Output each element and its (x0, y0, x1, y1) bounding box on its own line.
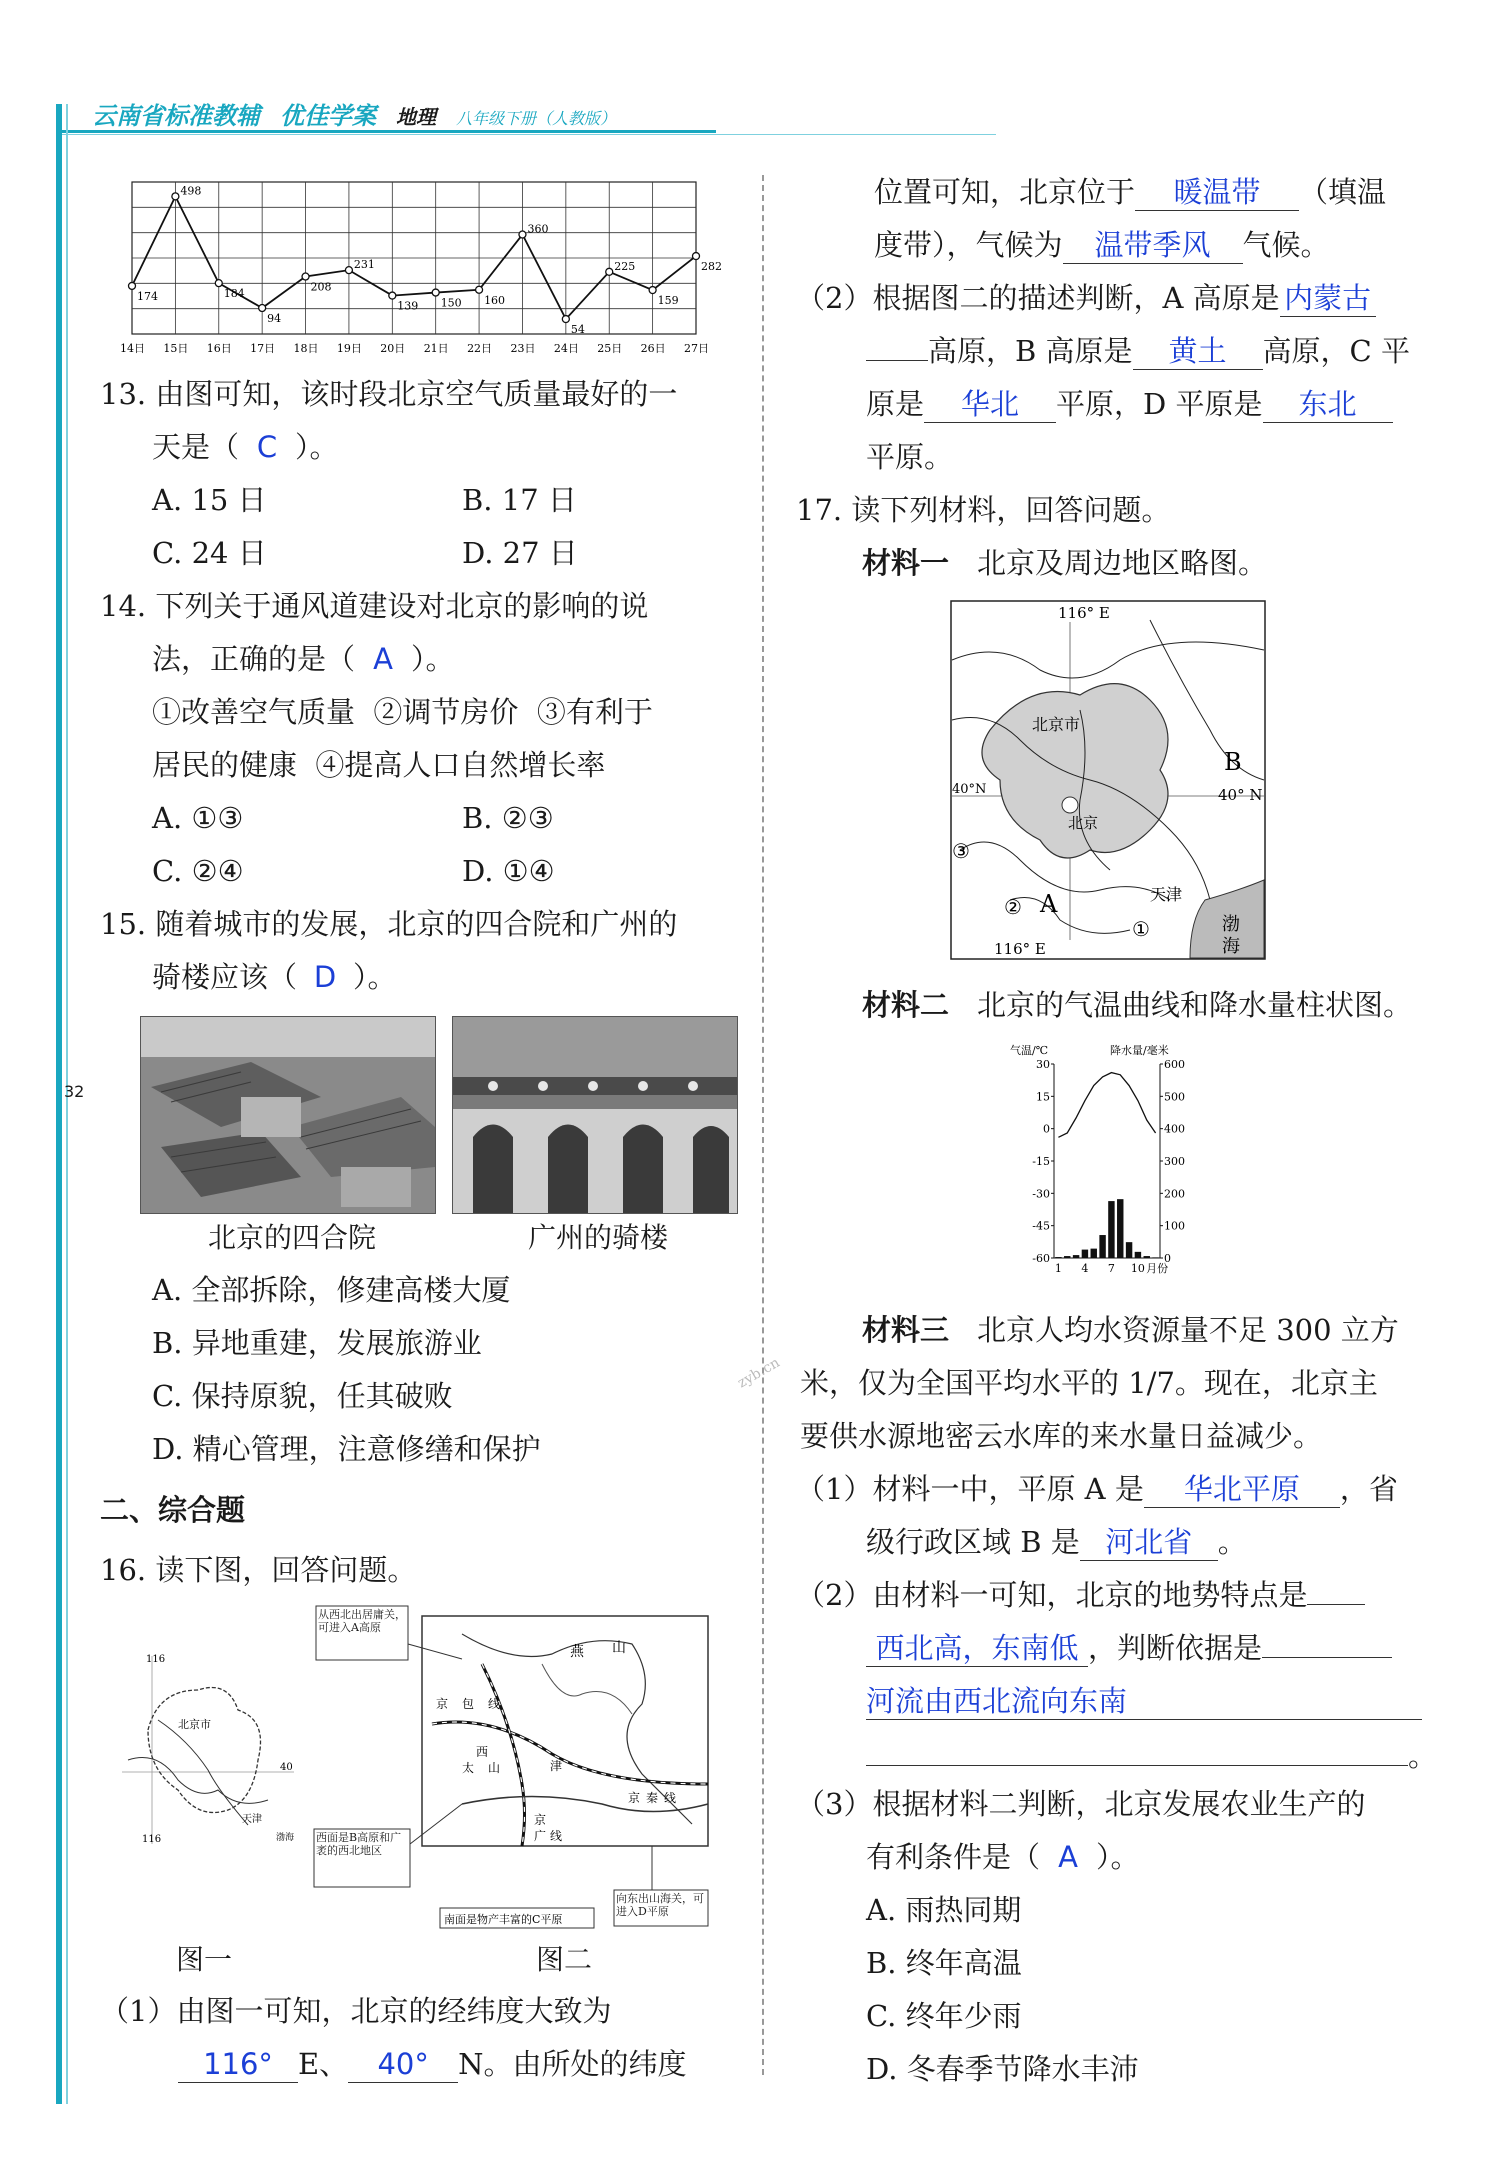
climate-temp-tick: -45 (1032, 1219, 1050, 1233)
chart-data-label: 159 (657, 294, 679, 308)
chart-point (649, 287, 656, 294)
chart-point (215, 280, 222, 287)
climate-month-unit: 月份 (1146, 1262, 1169, 1275)
chart-data-label: 94 (267, 312, 282, 326)
chart-x-tick: 22日 (467, 342, 493, 355)
q13-stem-post: ）。 (295, 430, 339, 464)
q14-answer: A (373, 642, 393, 676)
chart-data-label: 282 (701, 260, 722, 274)
map-lat-left: 40°N (952, 782, 987, 797)
q17-p1-line2 (866, 1516, 1247, 1569)
chart-x-tick: 17日 (250, 342, 276, 355)
climate-month-tick: 10 (1130, 1262, 1145, 1275)
map-beijing-label: 北京 (1068, 814, 1099, 832)
chart-point (476, 286, 483, 293)
climate-temp-axis-label: 气温/℃ (1010, 1044, 1049, 1057)
q17-material1 (862, 537, 1267, 590)
q17-p2-line1-text: （2）由材料一可知，北京的地势特点是 (796, 1578, 1308, 1612)
header-title (92, 96, 616, 131)
q16-p1-answer-lon: 116° (178, 2046, 298, 2083)
map-river-1: ① (1132, 917, 1150, 941)
q17-beijing-map (950, 600, 1266, 960)
q16-p1-answer-climate: 温带季风 (1063, 227, 1243, 264)
q16-p1-line4-post: 气候。 (1242, 228, 1330, 262)
q15-option-d: D. 精心管理，注意修缮和保护 (152, 1432, 541, 1466)
map-sea-label-2: 海 (1222, 936, 1240, 957)
q17-p3-line2-pre: 有利条件是（ (866, 1840, 1041, 1874)
fig2-label-yan: 燕 (570, 1644, 584, 1660)
chart-point (302, 273, 309, 280)
photo1-caption: 北京的四合院 (208, 1221, 377, 1254)
fig2-label-shan1: 山 (612, 1640, 626, 1656)
margin-strip-inner (66, 104, 68, 2104)
q17-p2-blank-tail (1307, 1604, 1365, 1605)
fig2-label-xian3: 线 (664, 1791, 677, 1805)
q16-p1-answer-zone: 暖温带 (1135, 174, 1299, 211)
q13-option-b: B. 17 日 (462, 483, 577, 517)
fig2-label-xian1: 线 (488, 1697, 501, 1711)
q16-figure1-map (118, 1650, 296, 1850)
q17-p2-answer-terrain: 西北高，东南低 (866, 1630, 1088, 1667)
climate-precip-bar (1099, 1235, 1105, 1258)
q17-climate-chart (1010, 1040, 1210, 1290)
climate-precip-bar (1117, 1199, 1123, 1258)
chart-point (519, 231, 526, 238)
climate-precip-bar (1082, 1250, 1088, 1258)
chart-x-tick: 26日 (640, 342, 666, 355)
q17-p1-line1-pre: （1）材料一中，平原 A 是 (796, 1472, 1144, 1506)
fig1-lon-bottom: 116 (142, 1834, 162, 1845)
q17-p2-end: 。 (1408, 1739, 1438, 1773)
chart-data-label: 184 (223, 287, 245, 301)
q17-option-c: C. 终年少雨 (866, 1999, 1022, 2033)
q16-p2-line3-pre: 原是 (866, 387, 925, 421)
chart-point (432, 289, 439, 296)
q17-m3-line1: 北京人均水资源量不足 300 立方 (977, 1313, 1399, 1347)
q14-items-line2: 居民的健康 ④提高人口自然增长率 (152, 748, 606, 782)
q17-stem: 17. 读下列材料，回答问题。 (796, 493, 1171, 527)
chart-x-tick: 18日 (293, 342, 319, 355)
climate-precip-bar (1091, 1249, 1097, 1258)
chart-x-tick: 21日 (423, 342, 449, 355)
fig1-lon-top: 116 (146, 1654, 166, 1665)
climate-precip-axis-label: 降水量/毫米 (1110, 1044, 1169, 1057)
q17-p2-line4 (866, 1730, 1437, 1783)
fig2-label-jing3: 京 (628, 1791, 641, 1805)
q14-option-d: D. ①④ (462, 854, 555, 888)
chart-x-tick: 19日 (336, 342, 362, 355)
chart-x-tick: 14日 (120, 342, 145, 355)
fig2-label-jing2: 京 (534, 1813, 547, 1827)
map-lon-bottom: 116° E (994, 940, 1046, 958)
q15-stem-pre: 骑楼应该（ (152, 960, 298, 994)
q17-option-d: D. 冬春季节降水丰沛 (866, 2052, 1139, 2086)
q16-p2-line3 (866, 378, 1393, 431)
chart-x-tick: 23日 (510, 342, 536, 355)
map-lat-right: 40° N (1218, 786, 1263, 804)
q13-option-a: A. 15 日 (152, 483, 267, 517)
chart-point (345, 267, 352, 274)
q16-p2-answer-a: 内蒙古 (1280, 280, 1376, 317)
fig2-label-qin: 秦 (646, 1791, 659, 1805)
q16-p2-answer-b: 黄土 (1133, 333, 1263, 370)
q16-p1-line4 (874, 219, 1330, 272)
q16-p1-line3-post: （填温 (1299, 175, 1387, 209)
chart-point (693, 253, 700, 260)
climate-precip-tick: 100 (1164, 1219, 1185, 1233)
header-rule (56, 130, 716, 133)
q17-p2-blank-extra (866, 1765, 1408, 1766)
chart-data-label: 208 (310, 280, 332, 294)
q17-m2-label: 材料二 (862, 988, 950, 1022)
chart-x-tick: 20日 (380, 342, 406, 355)
chart-point (259, 305, 266, 312)
q17-p3-line1: （3）根据材料二判断，北京发展农业生产的 (796, 1787, 1366, 1821)
fig2-label-tai: 太 (462, 1761, 475, 1775)
q17-p1-line1-post: ，省 (1339, 1472, 1398, 1506)
q15-option-a: A. 全部拆除，修建高楼大厦 (152, 1273, 511, 1307)
q13-option-c: C. 24 日 (152, 536, 267, 570)
chart-point (562, 316, 569, 323)
q16-p2-line1 (796, 272, 1376, 325)
q13-stem-line1: 13. 由图可知，该时段北京空气质量最好的一 (100, 377, 678, 411)
q17-p3-answer: A (1058, 1840, 1078, 1874)
chart-data-label: 139 (397, 299, 419, 313)
q13-stem-line2 (152, 421, 339, 474)
chart-data-label: 360 (527, 222, 549, 236)
q17-p3-line2 (866, 1831, 1140, 1884)
q15-answer: D (313, 960, 337, 994)
fig2-note-a: 从西北出居庸关，可进入A高原 (318, 1608, 406, 1634)
q14-stem-pre: 法，正确的是（ (152, 642, 356, 676)
map-city-label: 北京市 (1032, 715, 1081, 734)
q16-p2-line2-mid: 高原，B 高原是 (928, 334, 1133, 368)
siheyuan-photo (140, 1016, 436, 1214)
climate-precip-bar (1152, 1257, 1158, 1258)
chart-point (389, 292, 396, 299)
q17-m3-label: 材料三 (862, 1313, 950, 1347)
q15-option-b: B. 异地重建，发展旅游业 (152, 1326, 482, 1360)
q14-option-c: C. ②④ (152, 854, 244, 888)
climate-precip-tick: 600 (1164, 1058, 1185, 1071)
q17-p2-answer-basis: 河流由西北流向东南 (866, 1683, 1422, 1720)
q16-p1-line4-pre: 度带），气候为 (874, 228, 1063, 262)
header-rule-thin (56, 134, 996, 135)
column-divider (762, 175, 764, 2075)
climate-precip-tick: 400 (1164, 1122, 1185, 1136)
climate-precip-bar (1135, 1252, 1141, 1258)
q15-option-c: C. 保持原貌，任其破败 (152, 1379, 453, 1413)
chart-data-label: 225 (614, 259, 636, 273)
q16-p1-line1: （1）由图一可知，北京的经纬度大致为 (100, 1994, 612, 2028)
q17-p1-line2-post: 。 (1217, 1525, 1247, 1559)
q14-stem-post: ）。 (411, 642, 455, 676)
header-series: 云南省标准教辅 (92, 102, 260, 130)
q16-p1-answer-lat: 40° (348, 2046, 458, 2083)
q16-p1-line3 (874, 166, 1386, 219)
q13-option-d: D. 27 日 (462, 536, 578, 570)
map-river-3: ③ (952, 839, 970, 863)
q16-fig2-caption: 图二 (536, 1943, 593, 1976)
q16-figure2-map (312, 1604, 712, 1934)
q15-stem-line2 (152, 951, 397, 1004)
fig1-city: 北京市 (178, 1718, 211, 1731)
climate-precip-bar (1073, 1255, 1079, 1258)
q16-p2-line3-mid: 平原，D 平原是 (1056, 387, 1263, 421)
fig2-label-jing1: 京 (436, 1697, 449, 1711)
chart-data-label: 174 (137, 289, 158, 303)
fig2-label-shan2: 山 (488, 1761, 501, 1775)
q17-option-b: B. 终年高温 (866, 1946, 1022, 1980)
climate-precip-bar (1144, 1256, 1150, 1258)
chart-point (606, 268, 613, 275)
fig2-note-b: 西面是B高原和广袤的西北地区 (316, 1831, 402, 1857)
climate-temp-tick: 0 (1043, 1122, 1050, 1136)
q14-items-line1: ①改善空气质量 ②调节房价 ③有利于 (152, 695, 653, 729)
q16-p2-answer-d: 东北 (1263, 386, 1393, 423)
chart-x-tick: 25日 (597, 342, 623, 355)
section-title: 二、综合题 (100, 1493, 246, 1527)
climate-precip-bar (1108, 1201, 1114, 1258)
q17-p3-line2-post: ）。 (1096, 1840, 1140, 1874)
fig1-lat: 40 (280, 1762, 293, 1773)
q16-p2-line2-post: 高原，C 平 (1262, 334, 1410, 368)
q17-material3-line2: 米，仅为全国平均水平的 1/7。现在，北京主 (800, 1366, 1378, 1400)
chart-data-label: 54 (570, 323, 585, 337)
chart-data-label: 150 (440, 296, 462, 310)
climate-month-tick: 4 (1081, 1262, 1089, 1275)
q17-m2-text: 北京的气温曲线和降水量柱状图。 (977, 988, 1413, 1022)
q16-p1-line3-pre: 位置可知，北京位于 (874, 175, 1136, 209)
map-a-label: A (1040, 890, 1058, 918)
q17-p2-line3 (866, 1675, 1422, 1728)
chart-point (129, 282, 136, 289)
q17-p1-answer-province: 河北省 (1080, 1524, 1218, 1561)
fig2-note-d: 向东出山海关，可进入D平原 (616, 1892, 704, 1918)
q14-stem-line1: 14. 下列关于通风道建设对北京的影响的说 (100, 589, 649, 623)
page-number: 32 (64, 1082, 85, 1101)
watermark: zyb.cn (735, 1354, 783, 1392)
q16-p2-line2 (866, 325, 1410, 378)
climate-temp-curve (1058, 1073, 1155, 1138)
fig2-label-xi: 西 (476, 1745, 489, 1759)
q16-fig1-caption: 图一 (176, 1943, 233, 1976)
q16-stem: 16. 读下图，回答问题。 (100, 1553, 417, 1587)
q17-material3-line1 (862, 1304, 1399, 1357)
q13-stem-pre: 天是（ (152, 430, 240, 464)
fig1-tianjin: 天津 (242, 1814, 262, 1825)
chart-data-label: 160 (484, 293, 506, 307)
climate-precip-tick: 300 (1164, 1155, 1185, 1168)
q17-p2-blank-basis (1262, 1657, 1392, 1658)
map-tianjin-label: 天津 (1150, 885, 1183, 904)
q17-p2-line1 (796, 1569, 1365, 1622)
margin-strip (56, 104, 62, 2104)
climate-temp-tick: 30 (1036, 1058, 1050, 1071)
header-book: 优佳学案 (280, 102, 376, 130)
climate-precip-tick: 500 (1164, 1090, 1185, 1104)
q17-p2-line2 (866, 1622, 1392, 1675)
climate-precip-bar (1126, 1242, 1132, 1258)
aqi-line-chart (118, 178, 722, 358)
chart-point (172, 193, 179, 200)
climate-precip-tick: 200 (1164, 1187, 1185, 1201)
q17-material2 (862, 979, 1412, 1032)
climate-precip-bar (1064, 1256, 1070, 1258)
chart-data-label: 231 (353, 258, 375, 272)
fig2-note-c: 南面是物产丰富的C平原 (444, 1913, 563, 1926)
chart-data-label: 498 (180, 184, 202, 198)
climate-temp-tick: -60 (1032, 1252, 1050, 1265)
q16-p2-line1-pre: （2）根据图二的描述判断，A 高原是 (796, 281, 1280, 315)
q16-p1-e: E、 (298, 2047, 349, 2081)
photo2-caption: 广州的骑楼 (528, 1221, 669, 1254)
q16-p2-blank-tail (866, 360, 928, 361)
q17-m1-label: 材料一 (862, 546, 950, 580)
fig2-label-xian2: 线 (550, 1829, 563, 1843)
fig2-label-guang: 广 (534, 1829, 547, 1843)
q17-m1-text: 北京及周边地区略图。 (977, 546, 1268, 580)
map-river-2: ② (1004, 895, 1022, 919)
header-subject: 地理 (396, 105, 436, 129)
q14-option-a: A. ①③ (152, 801, 244, 835)
q17-material3-line3: 要供水源地密云水库的来水量日益减少。 (800, 1419, 1323, 1453)
q17-p2-line2-post: ，判断依据是 (1088, 1631, 1263, 1665)
q17-option-a: A. 雨热同期 (866, 1893, 1022, 1927)
climate-month-tick: 1 (1054, 1262, 1062, 1275)
climate-precip-bar (1055, 1257, 1061, 1258)
map-sea-label-1: 渤 (1222, 914, 1240, 935)
q16-p1-line2 (178, 2038, 687, 2091)
chart-x-tick: 16日 (206, 342, 232, 355)
header-grade: 八年级下册（人教版） (456, 109, 617, 128)
fig2-label-jin: 津 (550, 1759, 563, 1773)
q16-p1-n: N。由所处的纬度 (458, 2047, 687, 2081)
climate-temp-tick: -15 (1032, 1155, 1050, 1168)
climate-temp-tick: 15 (1036, 1090, 1050, 1104)
chart-x-tick: 27日 (684, 342, 709, 355)
climate-precip-tick: 0 (1164, 1252, 1171, 1265)
q15-stem-line1: 15. 随着城市的发展，北京的四合院和广州的 (100, 907, 678, 941)
q14-stem-line2 (152, 633, 455, 686)
q16-p2-answer-c: 华北 (924, 386, 1056, 423)
map-lon-top: 116° E (1058, 604, 1110, 622)
map-b-label: B (1224, 748, 1242, 776)
q16-p2-line4: 平原。 (866, 440, 954, 474)
chart-x-tick: 24日 (553, 342, 579, 355)
climate-temp-tick: -30 (1032, 1187, 1050, 1201)
climate-month-tick: 7 (1107, 1262, 1115, 1275)
q17-p1-answer-plain: 华北平原 (1144, 1471, 1340, 1508)
q17-p1-line1 (796, 1463, 1398, 1516)
chart-x-tick: 15日 (163, 342, 189, 355)
q15-stem-post: ）。 (353, 960, 397, 994)
q13-answer: C (256, 430, 278, 464)
q14-option-b: B. ②③ (462, 801, 554, 835)
fig1-sea: 渤海 (276, 1833, 295, 1843)
qilou-photo (452, 1016, 738, 1214)
q17-p1-line2-pre: 级行政区域 B 是 (866, 1525, 1080, 1559)
fig2-label-bao: 包 (462, 1697, 475, 1711)
